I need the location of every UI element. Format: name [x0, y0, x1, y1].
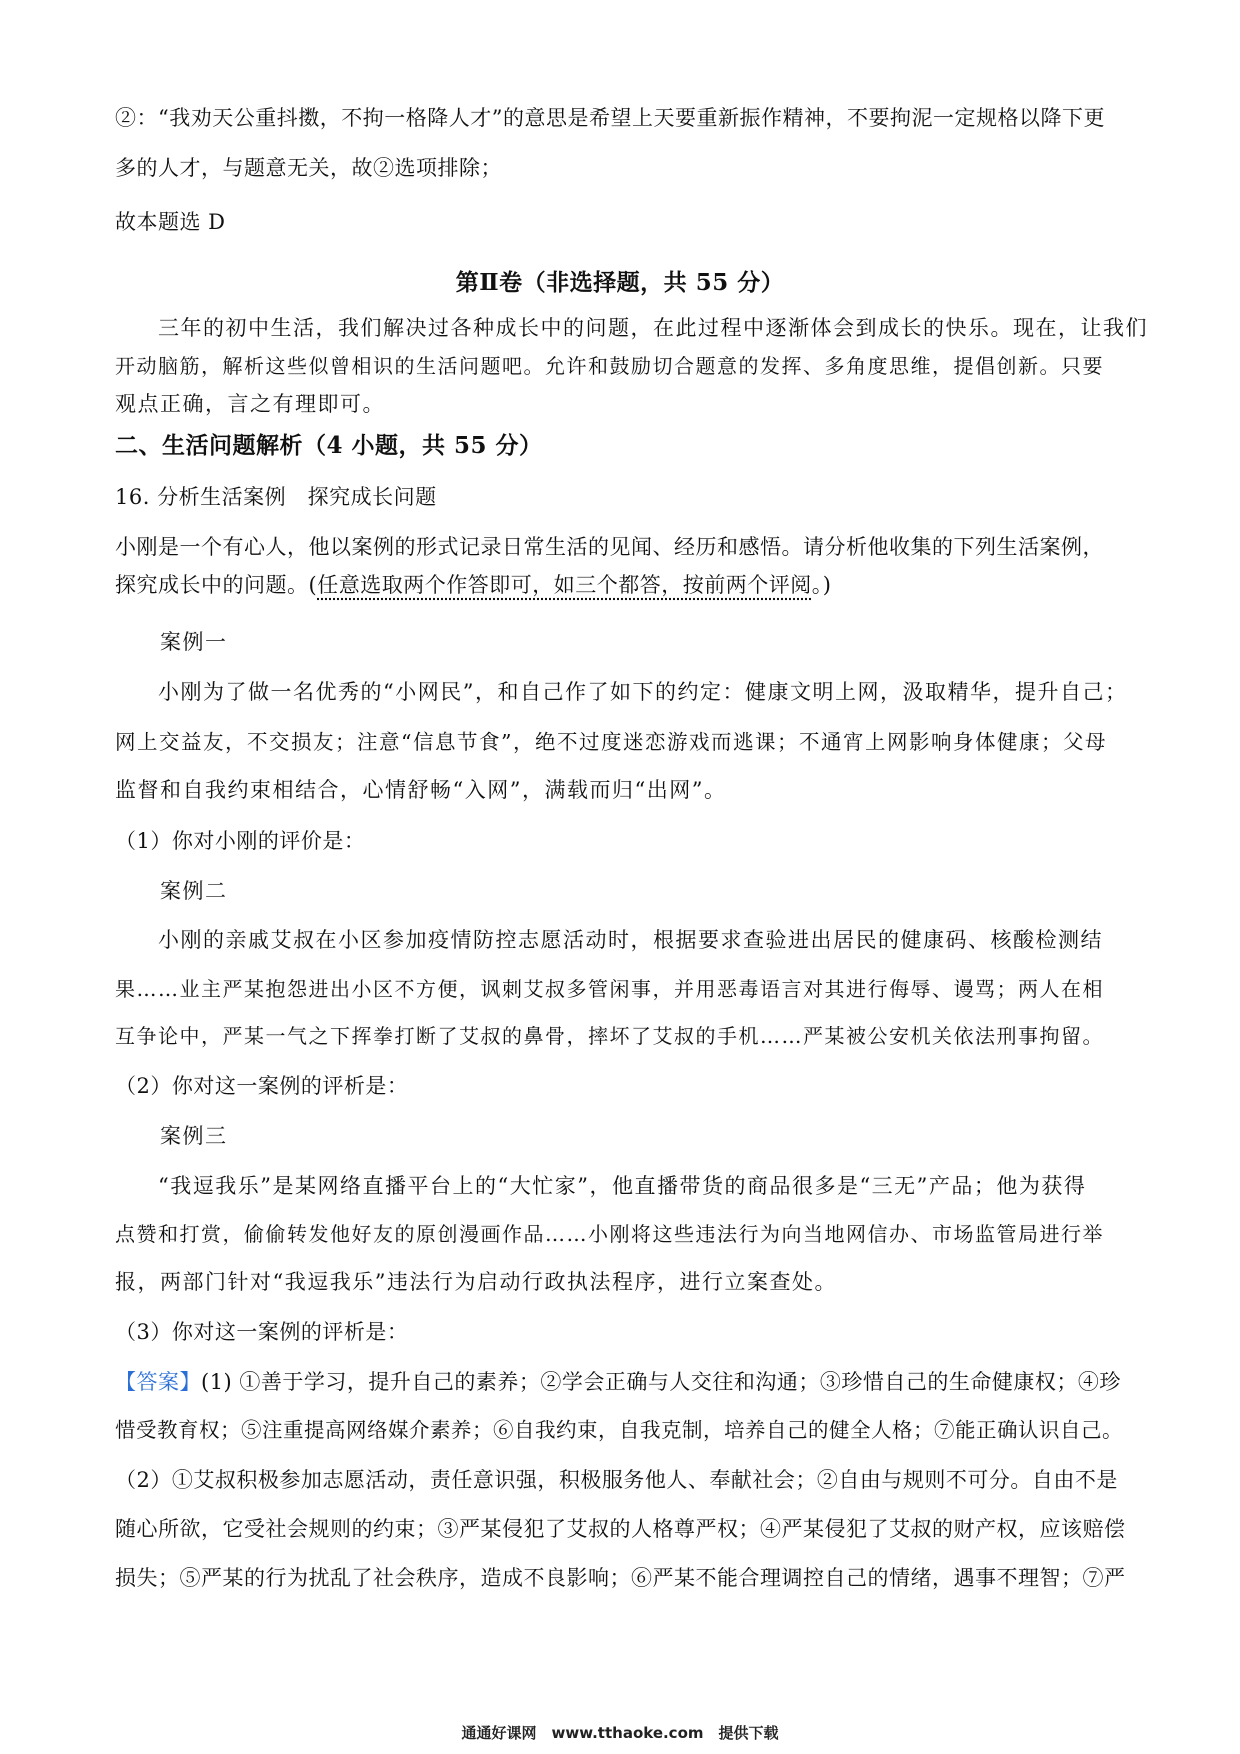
answer-line: 惜受教育权；⑤注重提高网络媒介素养；⑥自我约束，自我克制，培养自己的健全人格；⑦能正确认识自己。 [115, 1418, 1123, 1442]
case-title: 案例一 [160, 630, 228, 654]
case-line: 互争论中，严某一气之下挥拳打断了艾叔的鼻骨，摔坏了艾叔的手机……严某被公安机关依法刑事拘留。 [115, 1024, 1104, 1048]
sub-question: （2）你对这一案例的评析是： [115, 1074, 409, 1098]
part-title: 二、生活问题解析（4 小题，共 55 分） [115, 432, 543, 459]
case-title: 案例三 [160, 1124, 228, 1148]
answer-label: 【答案】 [115, 1370, 201, 1394]
question-line [115, 570, 1125, 600]
answer-line: 随心所欲，它受社会规则的约束；③严某侵犯了艾叔的人格尊严权；④严某侵犯了艾叔的财产权，应该赔偿 [115, 1517, 1126, 1541]
case-line: 监督和自我约束相结合，心情舒畅“入网”，满载而归“出网”。 [115, 778, 727, 802]
case-line: 网上交益友，不交损友；注意“信息节食”，绝不过度迷恋游戏而逃课；不通宵上网影响身体健康；父母 [115, 730, 1107, 754]
answer-line [115, 1367, 1125, 1397]
emphasized-note: 任意选取两个作答即可，如三个都答，按前两个评阅 [317, 573, 812, 597]
question-line: 小刚是一个有心人，他以案例的形式记录日常生活的见闻、经历和感悟。请分析他收集的下列生活案例， [115, 535, 1104, 559]
section-title: 第Ⅱ卷（非选择题，共 55 分） [455, 269, 785, 296]
case-line: 果……业主严某抱怨进出小区不方便，讽刺艾叔多管闲事，并用恶毒语言对其进行侮辱、谩骂；两人在相 [115, 977, 1104, 1001]
case-line: “我逗我乐”是某网络直播平台上的“大忙家”，他直播带货的商品很多是“三无”产品；他为获得 [158, 1174, 1087, 1198]
page-footer: 通通好课网 www.tthaoke.com 提供下载 [461, 1724, 779, 1742]
answer-line: 损失；⑤严某的行为扰乱了社会秩序，造成不良影响；⑥严某不能合理调控自己的情绪，遇事不理智；⑦严 [115, 1566, 1126, 1590]
paragraph-line: ②：“我劝天公重抖擞，不拘一格降人才”的意思是希望上天要重新振作精神，不要拘泥一定规格以降下更 [115, 106, 1105, 130]
answer-line: （2）①艾叔积极参加志愿活动，责任意识强，积极服务他人、奉献社会；②自由与规则不可分。自由不是 [115, 1468, 1118, 1492]
answer-text: (1) ①善于学习，提升自己的素养；②学会正确与人交往和沟通；③珍惜自己的生命健康权；④珍 [201, 1370, 1121, 1394]
case-title: 案例二 [160, 879, 228, 903]
intro-line: 三年的初中生活，我们解决过各种成长中的问题，在此过程中逐渐体会到成长的快乐。现在，让我们 [158, 316, 1148, 340]
paragraph-line: 故本题选 D [115, 210, 226, 234]
case-line: 点赞和打赏，偷偷转发他好友的原创漫画作品……小刚将这些违法行为向当地网信办、市场监管局进行举 [115, 1222, 1104, 1246]
case-line: 小刚为了做一名优秀的“小网民”，和自己作了如下的约定：健康文明上网，汲取精华，提升自己； [158, 680, 1128, 704]
sub-question: （1）你对小刚的评价是： [115, 829, 366, 853]
sub-question: （3）你对这一案例的评析是： [115, 1320, 409, 1344]
intro-line: 观点正确，言之有理即可。 [115, 392, 385, 416]
intro-line: 开动脑筋，解析这些似曾相识的生活问题吧。允许和鼓励切合题意的发挥、多角度思维，提倡创新。只要 [115, 354, 1104, 378]
question-line-text: 。) [811, 573, 832, 597]
paragraph-line: 多的人才，与题意无关，故②选项排除； [115, 156, 502, 180]
question-title: 16. 分析生活案例 探究成长问题 [115, 485, 437, 509]
question-line-text: 探究成长中的问题。( [115, 573, 318, 597]
case-line: 报，两部门针对“我逗我乐”违法行为启动行政执法程序，进行立案查处。 [115, 1270, 837, 1294]
case-line: 小刚的亲戚艾叔在小区参加疫情防控志愿活动时，根据要求查验进出居民的健康码、核酸检测结 [158, 928, 1103, 952]
